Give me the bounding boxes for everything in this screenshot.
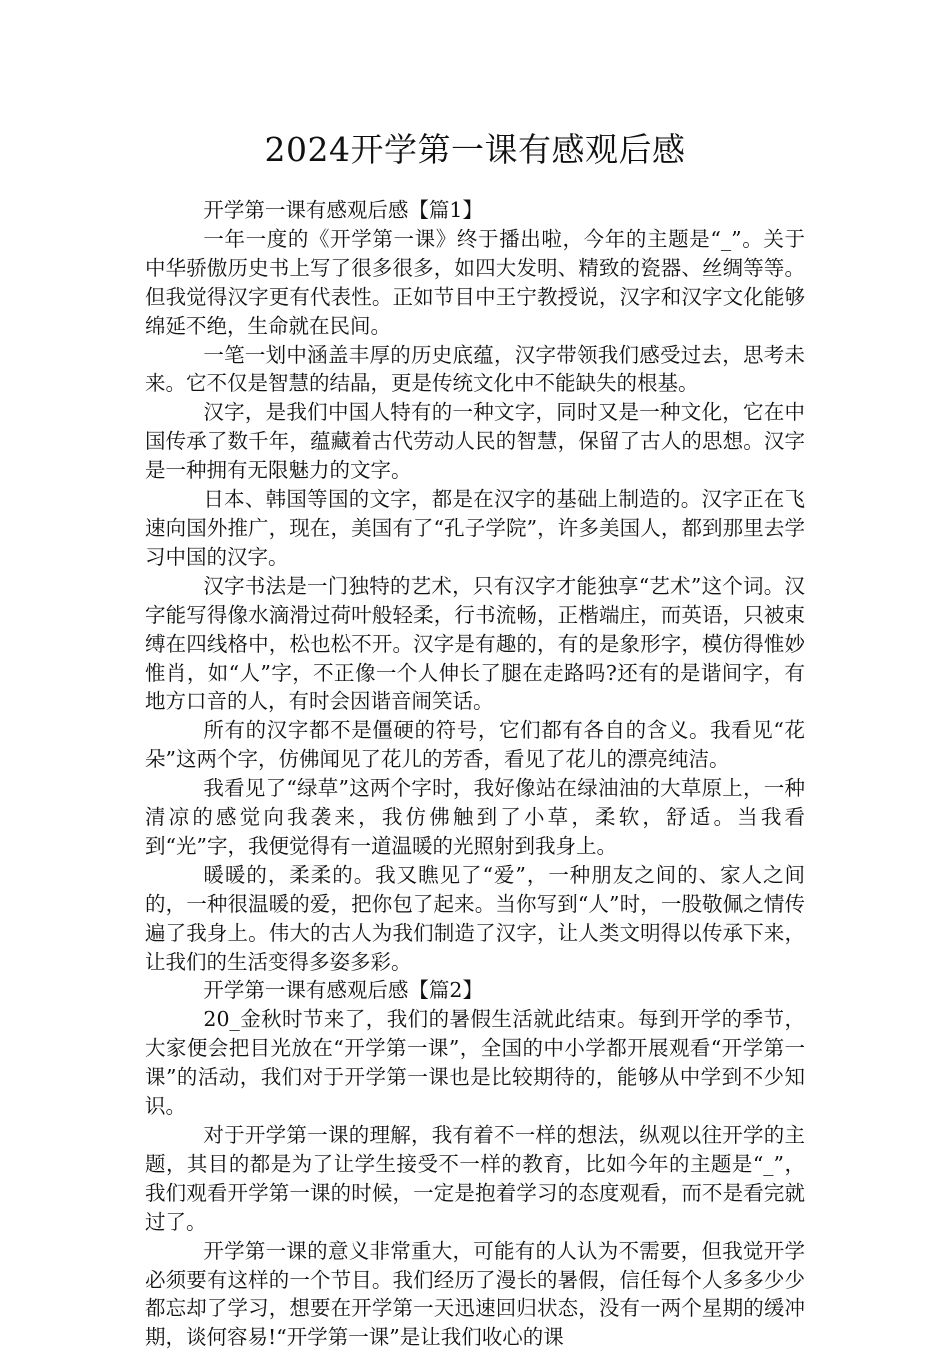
section-heading-2: 开学第一课有感观后感【篇2】 (203, 978, 483, 1003)
paragraph: 汉字书法是一门独特的艺术，只有汉字才能独享“艺术”这个词。汉字能写得像水滴滑过荷叶般轻柔，行书流畅，正楷端庄，而英语，只被束缚在四线格中，松也松不开。汉字是有趣的，有的是象形字，模仿得惟妙惟肖，如“人”字，不正像一个人伸长了腿在走路吗?还有的是谐间字，有地方口音的人，有时会因谐音闹笑话。 (145, 573, 805, 714)
paragraph: 一年一度的《开学第一课》终于播出啦，今年的主题是“_”。关于中华骄傲历史书上写了很多很多，如四大发明、精致的瓷器、丝绸等等。但我觉得汉字更有代表性。正如节目中王宁教授说，汉字和汉字文化能够绵延不绝，生命就在民间。 (145, 226, 805, 338)
paragraph: 日本、韩国等国的文字，都是在汉字的基础上制造的。汉字正在飞速向国外推广，现在，美国有了“孔子学院”，许多美国人，都到那里去学习中国的汉字。 (145, 487, 805, 569)
paragraph: 汉字，是我们中国人特有的一种文字，同时又是一种文化，它在中国传承了数千年，蕴藏着古代劳动人民的智慧，保留了古人的思想。汉字是一种拥有无限魅力的文字。 (145, 400, 805, 483)
paragraph: 开学第一课的意义非常重大，可能有的人认为不需要，但我觉开学必须要有这样的一个节目。我们经历了漫长的暑假，信任每个人多多少少都忘却了学习，想要在开学第一天迅速回归状态，没有一两个星期的缓冲期，谈何容易!“开学第一课”是让我们收心的课 (145, 1238, 805, 1350)
paragraph: 对于开学第一课的理解，我有着不一样的想法，纵观以往开学的主题，其目的都是为了让学生接受不一样的教育，比如今年的主题是“_”，我们观看开学第一课的时候，一定是抱着学习的态度观看，而不是看完就过了。 (145, 1123, 805, 1234)
document-body (145, 196, 805, 1352)
paragraph: 一笔一划中涵盖丰厚的历史底蕴，汉字带领我们感受过去，思考未来。它不仅是智慧的结晶，更是传统文化中不能缺失的根基。 (145, 342, 805, 396)
paragraph: 所有的汉字都不是僵硬的符号，它们都有各自的含义。我看见“花朵”这两个字，仿佛闻见了花儿的芳香，看见了花儿的漂亮纯洁。 (145, 718, 805, 772)
document-title: 2024开学第一课有感观后感 (264, 130, 686, 169)
paragraph: 20_金秋时节来了，我们的暑假生活就此结束。每到开学的季节，大家便会把目光放在“开学第一课”，全国的中小学都开展观看“开学第一课”的活动，我们对于开学第一课也是比较期待的，能够从中学到不少知识。 (145, 1007, 805, 1119)
paragraph: 暖暖的，柔柔的。我又瞧见了“爱”，一种朋友之间的、家人之间的，一种很温暖的爱，把你包了起来。当你写到“人”时，一股敬佩之情传遍了我身上。伟大的古人为我们制造了汉字，让人类文明得以传承下来，让我们的生活变得多姿多彩。 (145, 862, 805, 974)
paragraph: 我看见了“绿草”这两个字时，我好像站在绿油油的大草原上，一种清凉的感觉向我袭来，我仿佛触到了小草，柔软，舒适。当我看到“光”字，我便觉得有一道温暖的光照射到我身上。 (145, 776, 805, 858)
section-heading-1: 开学第一课有感观后感【篇1】 (203, 198, 483, 222)
